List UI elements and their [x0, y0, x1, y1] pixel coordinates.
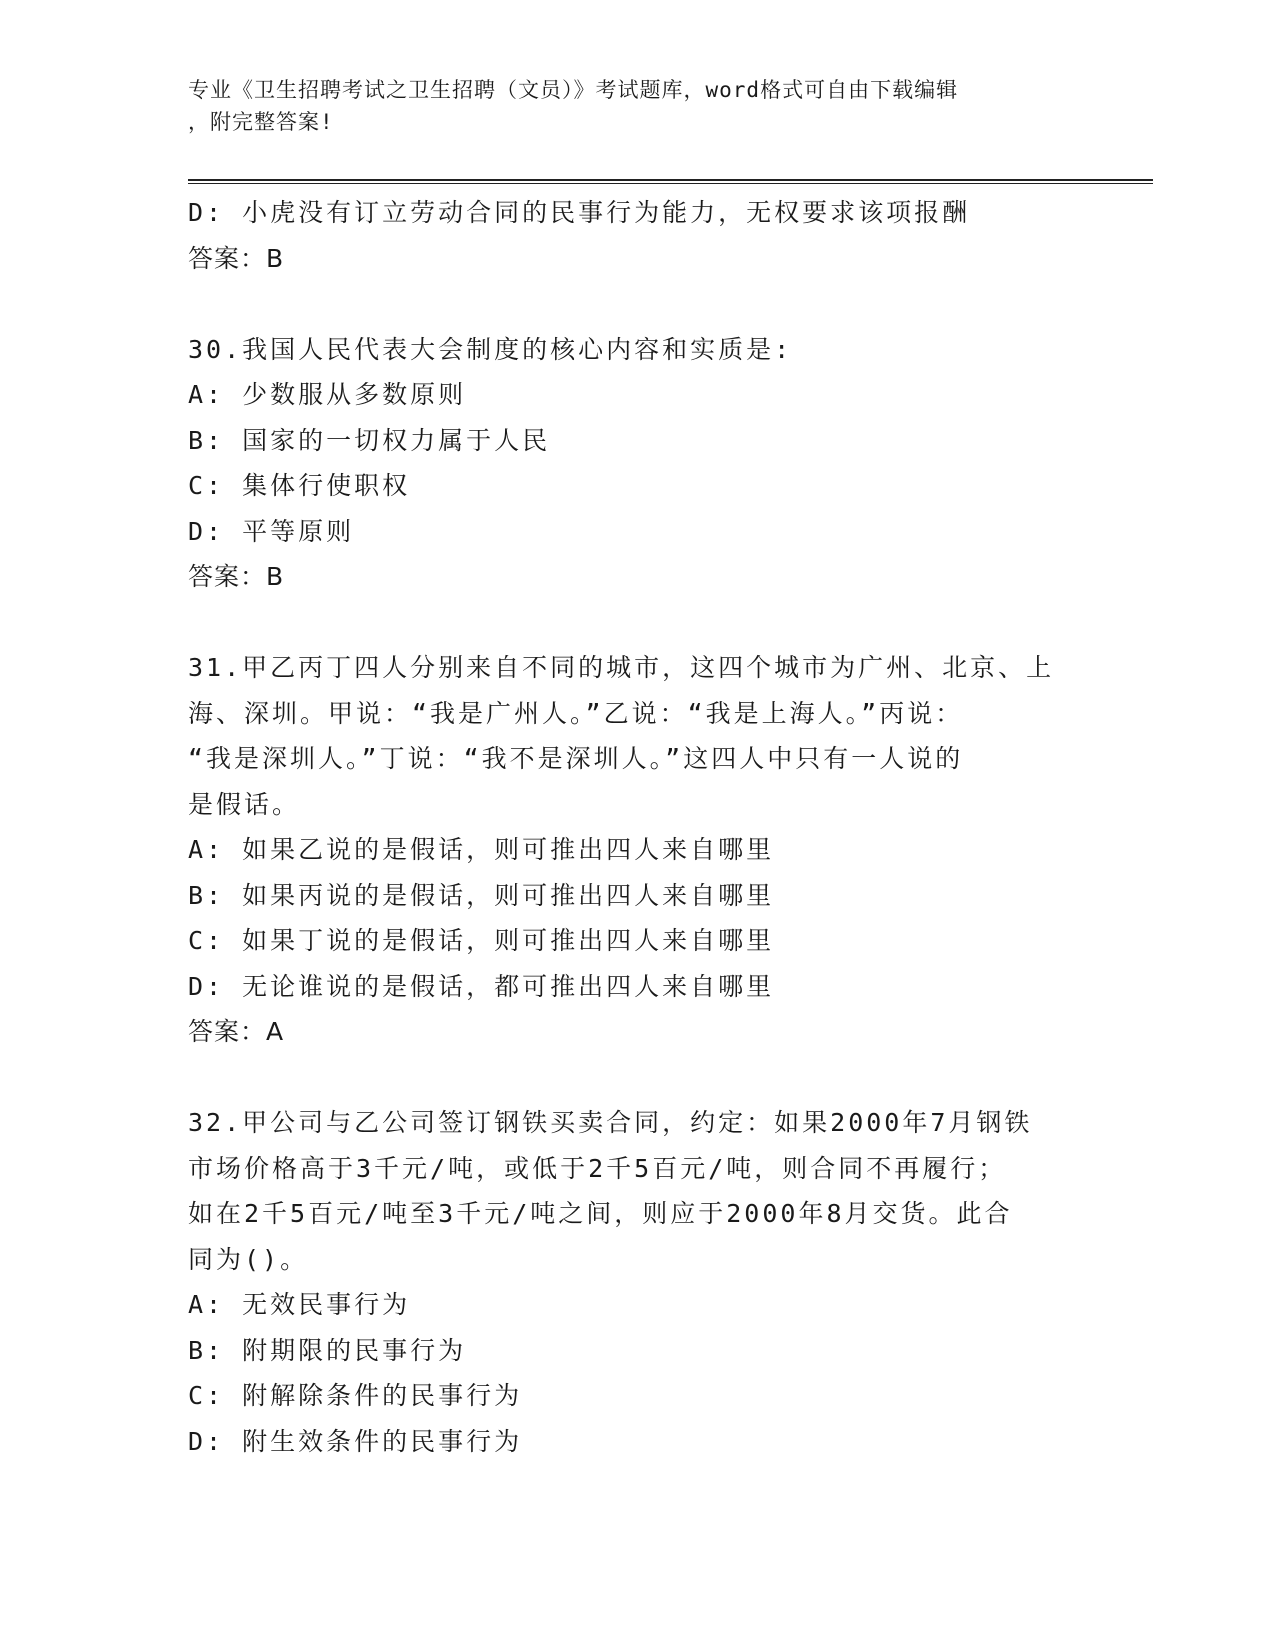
question-32-option-b: B: 附期限的民事行为 — [188, 1335, 467, 1365]
question-30-answer: 答案：B — [188, 562, 285, 591]
question-30-option-d: D: 平等原则 — [188, 516, 355, 546]
prev-question-answer: 答案：B — [188, 243, 285, 273]
question-content — [188, 190, 1088, 1464]
question-31-stem-line-4: 是假话。 — [188, 789, 301, 819]
question-30 — [188, 327, 1088, 600]
spacer — [188, 1055, 1088, 1101]
question-32-stem-line-1: 32.甲公司与乙公司签订钢铁买卖合同，约定：如果2000年7月钢铁 — [188, 1108, 1033, 1137]
question-30-stem: 30.我国人民代表大会制度的核心内容和实质是: — [188, 334, 793, 364]
question-32 — [188, 1100, 1088, 1464]
spacer — [188, 600, 1088, 646]
question-31-stem-line-3: “我是深圳人。”丁说：“我不是深圳人。”这四人中只有一人说的 — [188, 744, 964, 773]
question-31-option-c: C: 如果丁说的是假话，则可推出四人来自哪里 — [188, 926, 775, 955]
question-31-answer: 答案：A — [188, 1017, 285, 1046]
header-divider — [188, 179, 1153, 184]
question-32-stem-line-2: 市场价格高于3千元/吨，或低于2千5百元/吨，则合同不再履行； — [188, 1153, 1007, 1183]
question-32-stem-line-4: 同为()。 — [188, 1244, 309, 1274]
spacer — [188, 281, 1088, 327]
question-32-option-c: C: 附解除条件的民事行为 — [188, 1381, 523, 1410]
question-31-stem-line-2: 海、深圳。甲说：“我是广州人。”乙说：“我是上海人。”丙说： — [188, 698, 964, 728]
prev-question-option-d: D: 小虎没有订立劳动合同的民事行为能力，无权要求该项报酬 — [188, 198, 971, 227]
question-32-option-d: D: 附生效条件的民事行为 — [188, 1426, 523, 1456]
question-31-option-b: B: 如果丙说的是假话，则可推出四人来自哪里 — [188, 880, 775, 910]
question-31 — [188, 645, 1088, 1055]
header-title-line-1: 专业《卫生招聘考试之卫生招聘（文员）》考试题库，word格式可自由下载编辑 — [188, 78, 959, 102]
question-30-option-b: B: 国家的一切权力属于人民 — [188, 425, 551, 455]
question-31-option-a: A: 如果乙说的是假话，则可推出四人来自哪里 — [188, 835, 775, 864]
page-header — [188, 74, 1088, 138]
question-31-stem-line-1: 31.甲乙丙丁四人分别来自不同的城市，这四个城市为广州、北京、上 — [188, 653, 1055, 682]
question-31-option-d: D: 无论谁说的是假话，都可推出四人来自哪里 — [188, 971, 775, 1001]
question-32-option-a: A: 无效民事行为 — [188, 1290, 411, 1319]
question-30-option-a: A: 少数服从多数原则 — [188, 380, 467, 409]
question-32-stem-line-3: 如在2千5百元/吨至3千元/吨之间，则应于2000年8月交货。此合 — [188, 1199, 1013, 1228]
question-30-option-c: C: 集体行使职权 — [188, 471, 411, 500]
header-title-line-2: ，附完整答案! — [188, 110, 334, 134]
